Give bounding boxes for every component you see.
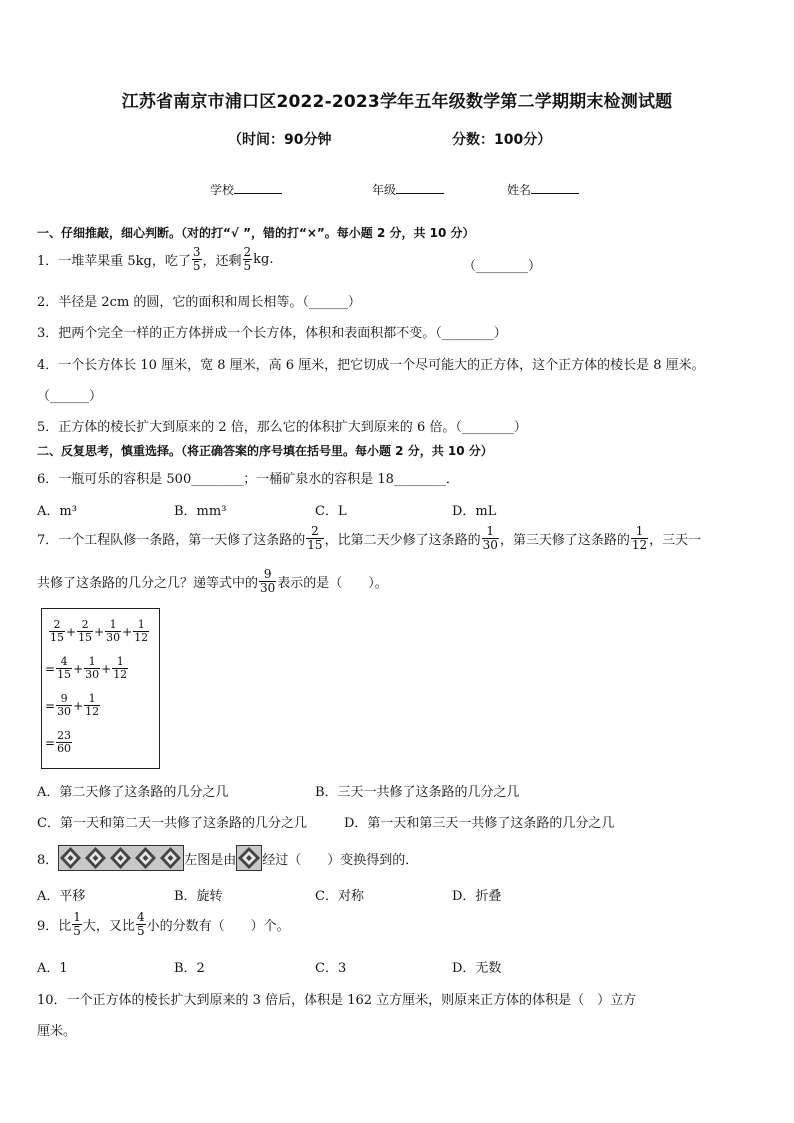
calc-l2-f1-num: 4 <box>60 655 68 668</box>
q9-option-b[interactable]: B．2 <box>174 961 205 976</box>
q9-option-c[interactable]: C．3 <box>315 961 347 976</box>
q1-f1-num: 3 <box>192 245 201 259</box>
question-7-line2 <box>37 568 388 595</box>
q9-text-b: 大，又比 <box>82 919 135 934</box>
q7-text-d: ，三天一 <box>649 533 702 548</box>
calc-l1-op-1: + <box>66 624 77 639</box>
q6-option-d[interactable]: D．mL <box>452 504 497 519</box>
q9-text-a: 9．比 <box>37 919 72 934</box>
q8-text-a: 8． <box>37 852 59 868</box>
q9-f2-num: 4 <box>136 910 145 924</box>
calc-l4-f1-num: 23 <box>57 729 72 742</box>
calc-l1-frac-4 <box>133 619 149 644</box>
section2-heading: 二、反复思考，慎重选择。（将正确答案的序号填在括号里。每小题 2 分，共 10 分） <box>37 444 493 458</box>
q1-fraction-1 <box>192 246 202 273</box>
calc-l1-f2-den: 15 <box>78 631 93 644</box>
calc-l1-f3-num: 1 <box>109 618 117 631</box>
calc-l2-frac-1 <box>56 656 72 681</box>
q7-fraction-2 <box>482 525 499 552</box>
q8-option-a[interactable]: A．平移 <box>37 889 86 904</box>
calc-l3-op-1: + <box>73 698 84 713</box>
q7-text-b: ，比第二天少修了这条路的 <box>324 533 481 548</box>
question-8 <box>37 845 418 871</box>
calc-l2-frac-3 <box>112 656 128 681</box>
calc-l2-f2-den: 30 <box>85 668 100 681</box>
calc-l1-frac-2 <box>77 619 93 644</box>
q7-text-f: 表示的是（ ）。 <box>277 576 388 591</box>
q9-fraction-1 <box>72 911 82 938</box>
calc-l1-op-3: + <box>122 624 133 639</box>
q7-f2-num: 1 <box>486 524 495 538</box>
calc-line-2 <box>45 656 129 681</box>
q8-option-b[interactable]: B．旋转 <box>174 889 223 904</box>
q7-f1-num: 2 <box>311 524 319 538</box>
q1-text-c: kg. <box>253 252 274 267</box>
grade-blank[interactable] <box>396 181 444 194</box>
q7-text-c: ，第三天修了这条路的 <box>499 533 630 548</box>
name-label: 姓名 <box>507 183 532 197</box>
q7-option-c[interactable]: C．第一天和第二天一共修了这条路的几分之几 <box>37 816 307 831</box>
calc-l1-frac-3 <box>105 619 121 644</box>
calc-l2-op-1: + <box>73 661 84 676</box>
q1-f2-den: 5 <box>243 259 252 273</box>
q7-fraction-3 <box>631 525 648 552</box>
q8-option-c[interactable]: C．对称 <box>315 889 364 904</box>
diamond-strip-pattern <box>58 845 184 871</box>
q1-fraction-2 <box>243 246 253 273</box>
q7-fraction-1 <box>306 525 323 552</box>
calc-l3-f1-num: 9 <box>60 692 68 705</box>
question-6: 6．一瓶可乐的容积是 500________；一桶矿泉水的容积是 18________． <box>37 472 459 487</box>
q8-option-d[interactable]: D．折叠 <box>452 889 502 904</box>
exam-time: （时间：90分钟 <box>228 132 332 148</box>
calculation-box <box>41 608 160 769</box>
calc-l3-frac-1 <box>56 693 72 718</box>
q7-f2-den: 30 <box>482 538 498 552</box>
calc-l3-eq: = <box>45 698 56 713</box>
q6-option-a[interactable]: A．m³ <box>37 504 77 519</box>
q9-f1-den: 5 <box>73 924 81 938</box>
q7-option-d[interactable]: D．第一天和第三天一共修了这条路的几分之几 <box>344 816 615 831</box>
calc-l1-f4-num: 1 <box>137 618 145 631</box>
q7-f1-den: 15 <box>307 538 323 552</box>
calc-l2-f2-num: 1 <box>88 655 96 668</box>
exam-score: 分数：100分） <box>452 132 552 148</box>
q7-fraction-4 <box>259 568 276 595</box>
q9-f2-den: 5 <box>136 924 145 938</box>
q7-option-b[interactable]: B．三天一共修了这条路的几分之几 <box>315 785 520 800</box>
q9-f1-num: 1 <box>73 910 81 924</box>
school-blank[interactable] <box>234 181 282 194</box>
calc-l2-op-2: + <box>101 661 112 676</box>
q1-text-a: 1．一堆苹果重 5kg，吃了 <box>37 254 191 269</box>
question-1 <box>37 246 274 273</box>
question-5: 5．正方体的棱长扩大到原来的 2 倍，那么它的体积扩大到原来的 6 倍。（________） <box>37 420 527 435</box>
question-3: 3．把两个完全一样的正方体拼成一个长方体，体积和表面积都不变。（________） <box>37 326 507 341</box>
q9-option-a[interactable]: A．1 <box>37 961 68 976</box>
calc-l3-f2-num: 1 <box>88 692 96 705</box>
q8-text-b: 左图是由 <box>184 852 237 868</box>
calc-l3-f1-den: 30 <box>57 705 72 718</box>
q9-text-c: 小的分数有（ ）个。 <box>146 919 290 934</box>
q7-text-e: 共修了这条路的几分之几？递等式中的 <box>37 576 259 591</box>
diamond-tile-pattern <box>236 845 262 871</box>
q7-text-a: 7．一个工程队修一条路，第一天修了这条路的 <box>37 533 306 548</box>
q7-f3-den: 12 <box>631 538 648 552</box>
calc-l2-frac-2 <box>84 656 100 681</box>
calc-line-1 <box>48 619 150 644</box>
q1-f2-num: 2 <box>243 245 252 259</box>
calc-l1-f4-den: 12 <box>134 631 149 644</box>
q1-text-b: ，还剩 <box>202 254 242 269</box>
calc-l2-f3-num: 1 <box>116 655 124 668</box>
school-label: 学校 <box>210 183 235 197</box>
q9-fraction-2 <box>136 911 146 938</box>
q7-f3-num: 1 <box>635 524 644 538</box>
name-field[interactable] <box>507 181 579 198</box>
question-10: 10．一个正方体的棱长扩大到原来的 3 倍后，体积是 162 立方厘米，则原来正方体的体积是（ ）立方 <box>37 993 637 1008</box>
calc-l1-f2-num: 2 <box>81 618 89 631</box>
q6-option-c[interactable]: C．L <box>315 504 347 519</box>
calc-l2-f3-den: 12 <box>113 668 128 681</box>
calc-l4-frac-1 <box>56 730 72 755</box>
q4-answer-blank[interactable]: （______） <box>37 389 103 404</box>
calc-l3-frac-2 <box>84 693 100 718</box>
question-10-cont: 厘米。 <box>37 1024 77 1039</box>
school-field[interactable] <box>210 181 282 198</box>
q1-answer-blank[interactable]: （________） <box>463 259 542 274</box>
section1-heading: 一、仔细推敲，细心判断。（对的打“√ ”，错的打“×”。每小题 2 分，共 10 分） <box>37 226 475 240</box>
question-9 <box>37 911 290 938</box>
calc-l1-frac-1 <box>49 619 65 644</box>
calc-l4-eq: = <box>45 735 56 750</box>
grade-field[interactable] <box>372 181 444 198</box>
q7-f4-num: 9 <box>263 567 272 581</box>
grade-label: 年级 <box>372 183 397 197</box>
calc-l1-op-2: + <box>94 624 105 639</box>
calc-l1-f1-den: 15 <box>50 631 64 644</box>
calc-line-4 <box>45 730 73 755</box>
calc-l1-f3-den: 30 <box>106 631 121 644</box>
q1-f1-den: 5 <box>192 259 201 273</box>
question-4: 4．一个长方体长 10 厘米，宽 8 厘米，高 6 厘米，把它切成一个尽可能大的正方体，这个正方体的棱长是 8 厘米。 <box>37 358 705 373</box>
calc-l4-f1-den: 60 <box>57 742 72 755</box>
calc-l2-f1-den: 15 <box>57 668 72 681</box>
calc-l3-f2-den: 12 <box>85 705 100 718</box>
calc-line-3 <box>45 693 101 718</box>
calc-l1-f1-num: 2 <box>53 618 61 631</box>
q7-f4-den: 30 <box>260 581 276 595</box>
q9-option-d[interactable]: D．无数 <box>452 961 502 976</box>
q6-option-b[interactable]: B．mm³ <box>174 504 227 519</box>
question-2: 2．半径是 2cm 的圆，它的面积和周长相等。（______） <box>37 295 361 310</box>
page-title: 江苏省南京市浦口区2022-2023学年五年级数学第二学期期末检测试题 <box>121 92 673 112</box>
q8-text-c: 经过（ ）变换得到的． <box>262 852 419 868</box>
question-7-line1 <box>37 525 701 552</box>
q7-option-a[interactable]: A．第二天修了这条路的几分之几 <box>37 785 229 800</box>
calc-l2-eq: = <box>45 661 56 676</box>
name-blank[interactable] <box>531 181 579 194</box>
